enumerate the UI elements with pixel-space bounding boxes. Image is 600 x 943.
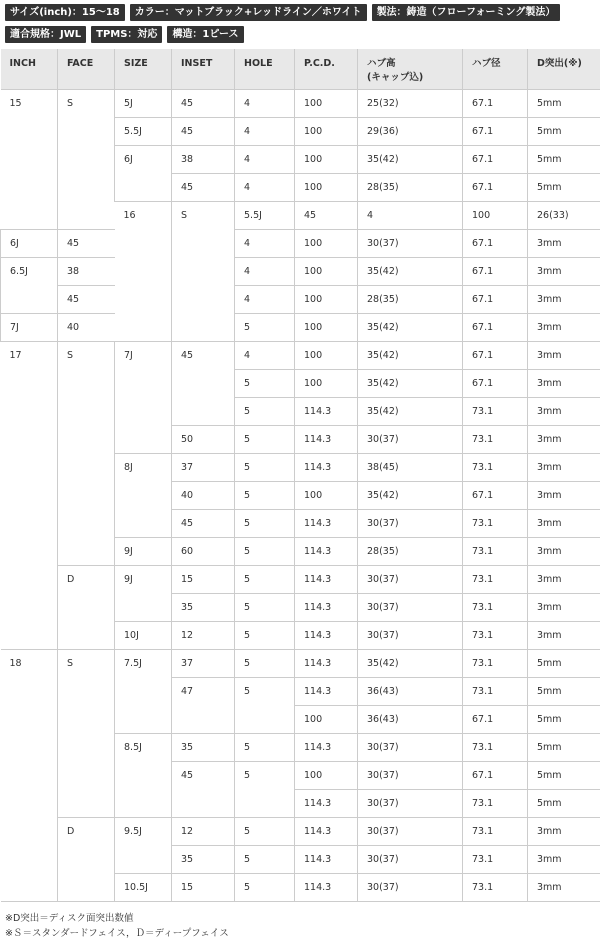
cell-hub-height: 28(35) xyxy=(358,285,463,313)
cell-hub-height: 30(37) xyxy=(358,845,463,873)
cell-hub-height: 36(43) xyxy=(358,677,463,705)
cell-hub-height: 30(37) xyxy=(358,509,463,537)
cell-disc-projection: 5mm xyxy=(528,117,600,145)
cell-hub-diameter: 73.1 xyxy=(463,621,528,649)
cell-hole: 5 xyxy=(235,565,295,593)
cell-pcd: 114.3 xyxy=(295,817,358,845)
cell-hub-diameter: 73.1 xyxy=(463,537,528,565)
cell-hole: 4 xyxy=(358,201,463,229)
header-hub-diameter: ハブ径 xyxy=(463,49,528,89)
cell-hole: 5 xyxy=(235,677,295,733)
cell-disc-projection: 3mm xyxy=(528,873,600,901)
cell-hub-height: 35(42) xyxy=(358,397,463,425)
cell-size: 7J xyxy=(1,313,58,341)
cell-pcd: 100 xyxy=(295,173,358,201)
spec-tags xyxy=(5,4,597,48)
cell-face: S xyxy=(58,341,115,565)
cell-inset: 15 xyxy=(172,873,235,901)
cell-hole: 5 xyxy=(235,453,295,481)
cell-hole: 5 xyxy=(235,873,295,901)
cell-hub-height: 35(42) xyxy=(358,649,463,677)
cell-hub-diameter: 73.1 xyxy=(463,733,528,761)
cell-hub-diameter: 67.1 xyxy=(463,285,528,313)
cell-disc-projection: 5mm xyxy=(528,145,600,173)
table-row xyxy=(1,285,600,313)
cell-disc-projection: 3mm xyxy=(528,509,600,537)
cell-disc-projection: 3mm xyxy=(528,565,600,593)
cell-hub-height: 29(36) xyxy=(358,117,463,145)
cell-hub-diameter: 67.1 xyxy=(463,369,528,397)
cell-inset: 40 xyxy=(58,313,115,341)
table-row xyxy=(1,313,600,341)
cell-disc-projection: 3mm xyxy=(528,453,600,481)
table-row xyxy=(1,229,600,257)
cell-pcd: 114.3 xyxy=(295,789,358,817)
cell-pcd: 114.3 xyxy=(295,425,358,453)
table-row xyxy=(1,817,600,845)
cell-hub-diameter: 73.1 xyxy=(463,453,528,481)
cell-pcd: 114.3 xyxy=(295,873,358,901)
cell-inset: 47 xyxy=(172,677,235,733)
cell-disc-projection: 5mm xyxy=(528,761,600,789)
cell-disc-projection: 5mm xyxy=(528,733,600,761)
cell-size: 5.5J xyxy=(115,117,172,145)
cell-hub-height: 35(42) xyxy=(358,145,463,173)
cell-inch: 16 xyxy=(115,201,172,341)
cell-size: 10.5J xyxy=(115,873,172,901)
cell-inset: 12 xyxy=(172,621,235,649)
cell-hub-height: 38(45) xyxy=(358,453,463,481)
cell-pcd: 100 xyxy=(295,313,358,341)
spec-tag-row xyxy=(5,26,597,43)
cell-inset: 45 xyxy=(58,229,115,257)
table-row xyxy=(1,649,600,677)
cell-hub-height: 35(42) xyxy=(358,313,463,341)
cell-hole: 4 xyxy=(235,117,295,145)
cell-pcd: 114.3 xyxy=(295,621,358,649)
cell-disc-projection: 3mm xyxy=(528,621,600,649)
cell-pcd: 100 xyxy=(295,369,358,397)
wheel-spec-table xyxy=(0,49,600,902)
cell-disc-projection: 3mm xyxy=(528,593,600,621)
cell-inset: 12 xyxy=(172,817,235,845)
cell-disc-projection: 5mm xyxy=(528,789,600,817)
cell-hub-diameter: 67.1 xyxy=(463,89,528,117)
cell-hole: 5 xyxy=(235,649,295,677)
structure-tag: 構造：1ピース xyxy=(167,26,243,43)
cell-hub-diameter: 67.1 xyxy=(463,481,528,509)
cell-disc-projection: 5mm xyxy=(528,89,600,117)
header-size: SIZE xyxy=(115,49,172,89)
table-row xyxy=(1,565,600,593)
cell-hub-diameter: 73.1 xyxy=(463,817,528,845)
cell-disc-projection: 5mm xyxy=(528,705,600,733)
cell-inch: 17 xyxy=(1,341,58,649)
cell-inset: 60 xyxy=(172,537,235,565)
cell-inset: 40 xyxy=(172,481,235,509)
cell-pcd: 114.3 xyxy=(295,537,358,565)
cell-inset: 45 xyxy=(172,761,235,817)
cell-size: 5J xyxy=(115,89,172,117)
cell-disc-projection: 3mm xyxy=(528,341,600,369)
cell-hole: 5 xyxy=(235,313,295,341)
cell-disc-projection: 3mm xyxy=(528,845,600,873)
cell-hole: 4 xyxy=(235,173,295,201)
cell-size: 9J xyxy=(115,537,172,565)
cell-hole: 5 xyxy=(235,621,295,649)
cell-hole: 5 xyxy=(235,481,295,509)
cell-hole: 5 xyxy=(235,369,295,397)
size-range-tag: サイズ(inch)：15〜18 xyxy=(5,4,125,21)
color-tag: カラー：マットブラック+レッドライン／ホワイト xyxy=(130,4,367,21)
cell-inset: 45 xyxy=(172,341,235,425)
cell-pcd: 114.3 xyxy=(295,845,358,873)
cell-inch: 15 xyxy=(1,89,58,229)
cell-hub-diameter: 73.1 xyxy=(463,873,528,901)
header-face: FACE xyxy=(58,49,115,89)
cell-hub-diameter: 67.1 xyxy=(463,761,528,789)
cell-face: S xyxy=(58,89,115,229)
cell-pcd: 114.3 xyxy=(295,453,358,481)
cell-hole: 5 xyxy=(235,761,295,817)
cell-pcd: 114.3 xyxy=(295,677,358,705)
cell-size: 6.5J xyxy=(1,257,58,313)
cell-inset: 45 xyxy=(172,173,235,201)
cell-pcd: 100 xyxy=(295,481,358,509)
cell-inset: 45 xyxy=(295,201,358,229)
cell-hub-height: 30(37) xyxy=(358,621,463,649)
cell-inset: 35 xyxy=(172,845,235,873)
cell-hub-height: 36(43) xyxy=(358,705,463,733)
cell-size: 5.5J xyxy=(235,201,295,229)
cell-disc-projection: 3mm xyxy=(528,257,600,285)
cell-inset: 45 xyxy=(58,285,115,313)
cell-face: D xyxy=(58,817,115,901)
cell-pcd: 114.3 xyxy=(295,649,358,677)
cell-hole: 4 xyxy=(235,229,295,257)
cell-size: 10J xyxy=(115,621,172,649)
cell-size: 7J xyxy=(115,341,172,453)
cell-disc-projection: 5mm xyxy=(528,649,600,677)
cell-hub-height: 30(37) xyxy=(358,789,463,817)
cell-hub-diameter: 67.1 xyxy=(463,229,528,257)
cell-inset: 45 xyxy=(172,89,235,117)
cell-hub-diameter: 73.1 xyxy=(463,649,528,677)
cell-inset: 50 xyxy=(172,425,235,453)
footnote-projection: ※D突出＝ディスク面突出数値 xyxy=(5,913,134,924)
cell-hub-height: 28(35) xyxy=(358,537,463,565)
cell-pcd: 100 xyxy=(295,761,358,789)
cell-disc-projection: 3mm xyxy=(528,313,600,341)
cell-hub-diameter: 67.1 xyxy=(463,145,528,173)
cell-pcd: 100 xyxy=(295,117,358,145)
cell-hub-height: 30(37) xyxy=(358,425,463,453)
cell-inset: 37 xyxy=(172,649,235,677)
cell-hole: 5 xyxy=(235,593,295,621)
cell-hole: 4 xyxy=(235,285,295,313)
cell-size: 6J xyxy=(115,145,172,201)
cell-hub-diameter: 73.1 xyxy=(463,845,528,873)
cell-face: D xyxy=(58,565,115,649)
cell-pcd: 100 xyxy=(295,229,358,257)
cell-pcd: 100 xyxy=(295,285,358,313)
cell-size: 9.5J xyxy=(115,817,172,873)
cell-hub-height: 30(37) xyxy=(358,733,463,761)
cell-hub-diameter: 67.1 xyxy=(463,341,528,369)
cell-hub-diameter: 67.1 xyxy=(463,705,528,733)
cell-disc-projection: 5mm xyxy=(528,173,600,201)
cell-hub-height: 30(37) xyxy=(358,565,463,593)
cell-hub-height: 35(42) xyxy=(358,369,463,397)
spec-tag-row xyxy=(5,4,597,21)
cell-inset: 38 xyxy=(172,145,235,173)
table-body xyxy=(1,89,600,901)
cell-hole: 4 xyxy=(235,145,295,173)
cell-hub-height: 30(37) xyxy=(358,873,463,901)
cell-hole: 5 xyxy=(235,537,295,565)
cell-size: 9J xyxy=(115,565,172,621)
header-hub-height: ハブ高 (キャップ込) xyxy=(358,49,463,89)
cell-pcd: 114.3 xyxy=(295,509,358,537)
cell-pcd: 100 xyxy=(295,341,358,369)
cell-hub-diameter: 73.1 xyxy=(463,425,528,453)
table-row xyxy=(1,89,600,117)
cell-inset: 38 xyxy=(58,257,115,285)
header-hole: HOLE xyxy=(235,49,295,89)
cell-disc-projection: 3mm xyxy=(528,481,600,509)
footnote-face: ※Ｓ＝スタンダードフェイス，Ｄ＝ディープフェイス xyxy=(5,928,229,939)
table-header-row xyxy=(1,49,600,89)
cell-hub-diameter: 73.1 xyxy=(463,677,528,705)
cell-face: S xyxy=(58,649,115,817)
cell-size: 7.5J xyxy=(115,649,172,733)
tpms-tag: TPMS：対応 xyxy=(91,26,162,43)
cell-hub-height: 30(37) xyxy=(358,817,463,845)
cell-hole: 5 xyxy=(235,845,295,873)
header-inset: INSET xyxy=(172,49,235,89)
cell-disc-projection: 3mm xyxy=(528,537,600,565)
cell-pcd: 114.3 xyxy=(295,397,358,425)
cell-hub-diameter: 73.1 xyxy=(463,509,528,537)
header-disc-projection: D突出(※) xyxy=(528,49,600,89)
cell-disc-projection: 3mm xyxy=(528,397,600,425)
cell-inset: 35 xyxy=(172,593,235,621)
cell-pcd: 100 xyxy=(295,89,358,117)
manufacturing-tag: 製法：鋳造（フローフォーミング製法） xyxy=(372,4,561,21)
cell-hole: 5 xyxy=(235,397,295,425)
cell-inch: 18 xyxy=(1,649,58,901)
cell-inset: 15 xyxy=(172,565,235,593)
cell-pcd: 100 xyxy=(295,257,358,285)
cell-hole: 4 xyxy=(235,89,295,117)
cell-pcd: 114.3 xyxy=(295,593,358,621)
header-pcd: P.C.D. xyxy=(295,49,358,89)
cell-pcd: 100 xyxy=(295,705,358,733)
cell-size: 8.5J xyxy=(115,733,172,817)
cell-hub-diameter: 67.1 xyxy=(463,117,528,145)
cell-hub-diameter: 73.1 xyxy=(463,789,528,817)
cell-hub-diameter: 73.1 xyxy=(463,397,528,425)
cell-hub-height: 26(33) xyxy=(528,201,600,229)
cell-disc-projection: 3mm xyxy=(528,425,600,453)
footnotes xyxy=(5,911,229,941)
cell-pcd: 114.3 xyxy=(295,733,358,761)
standard-tag: 適合規格：JWL xyxy=(5,26,86,43)
cell-size: 6J xyxy=(1,229,58,257)
cell-hub-height: 30(37) xyxy=(358,761,463,789)
cell-hole: 5 xyxy=(235,509,295,537)
cell-face: S xyxy=(172,201,235,341)
cell-hole: 5 xyxy=(235,425,295,453)
cell-hub-height: 35(42) xyxy=(358,257,463,285)
cell-hub-diameter: 67.1 xyxy=(463,313,528,341)
cell-hub-height: 25(32) xyxy=(358,89,463,117)
cell-hub-height: 28(35) xyxy=(358,173,463,201)
cell-hole: 4 xyxy=(235,257,295,285)
cell-inset: 45 xyxy=(172,509,235,537)
table-row xyxy=(1,341,600,369)
cell-hole: 5 xyxy=(235,817,295,845)
cell-disc-projection: 3mm xyxy=(528,229,600,257)
cell-hub-height: 35(42) xyxy=(358,481,463,509)
cell-disc-projection: 3mm xyxy=(528,285,600,313)
table-row xyxy=(1,257,600,285)
cell-size: 8J xyxy=(115,453,172,537)
cell-inset: 35 xyxy=(172,733,235,761)
cell-hub-diameter: 73.1 xyxy=(463,565,528,593)
cell-inset: 37 xyxy=(172,453,235,481)
cell-disc-projection: 3mm xyxy=(528,817,600,845)
cell-pcd: 100 xyxy=(463,201,528,229)
cell-hub-height: 30(37) xyxy=(358,229,463,257)
cell-hub-height: 35(42) xyxy=(358,341,463,369)
cell-hub-diameter: 73.1 xyxy=(463,593,528,621)
cell-pcd: 114.3 xyxy=(295,565,358,593)
cell-hub-diameter: 67.1 xyxy=(463,257,528,285)
cell-hole: 4 xyxy=(235,341,295,369)
cell-pcd: 100 xyxy=(295,145,358,173)
cell-hole: 5 xyxy=(235,733,295,761)
cell-disc-projection: 5mm xyxy=(528,677,600,705)
cell-hub-height: 30(37) xyxy=(358,593,463,621)
header-inch: INCH xyxy=(1,49,58,89)
cell-hub-diameter: 67.1 xyxy=(463,173,528,201)
cell-inset: 45 xyxy=(172,117,235,145)
cell-disc-projection: 3mm xyxy=(528,369,600,397)
